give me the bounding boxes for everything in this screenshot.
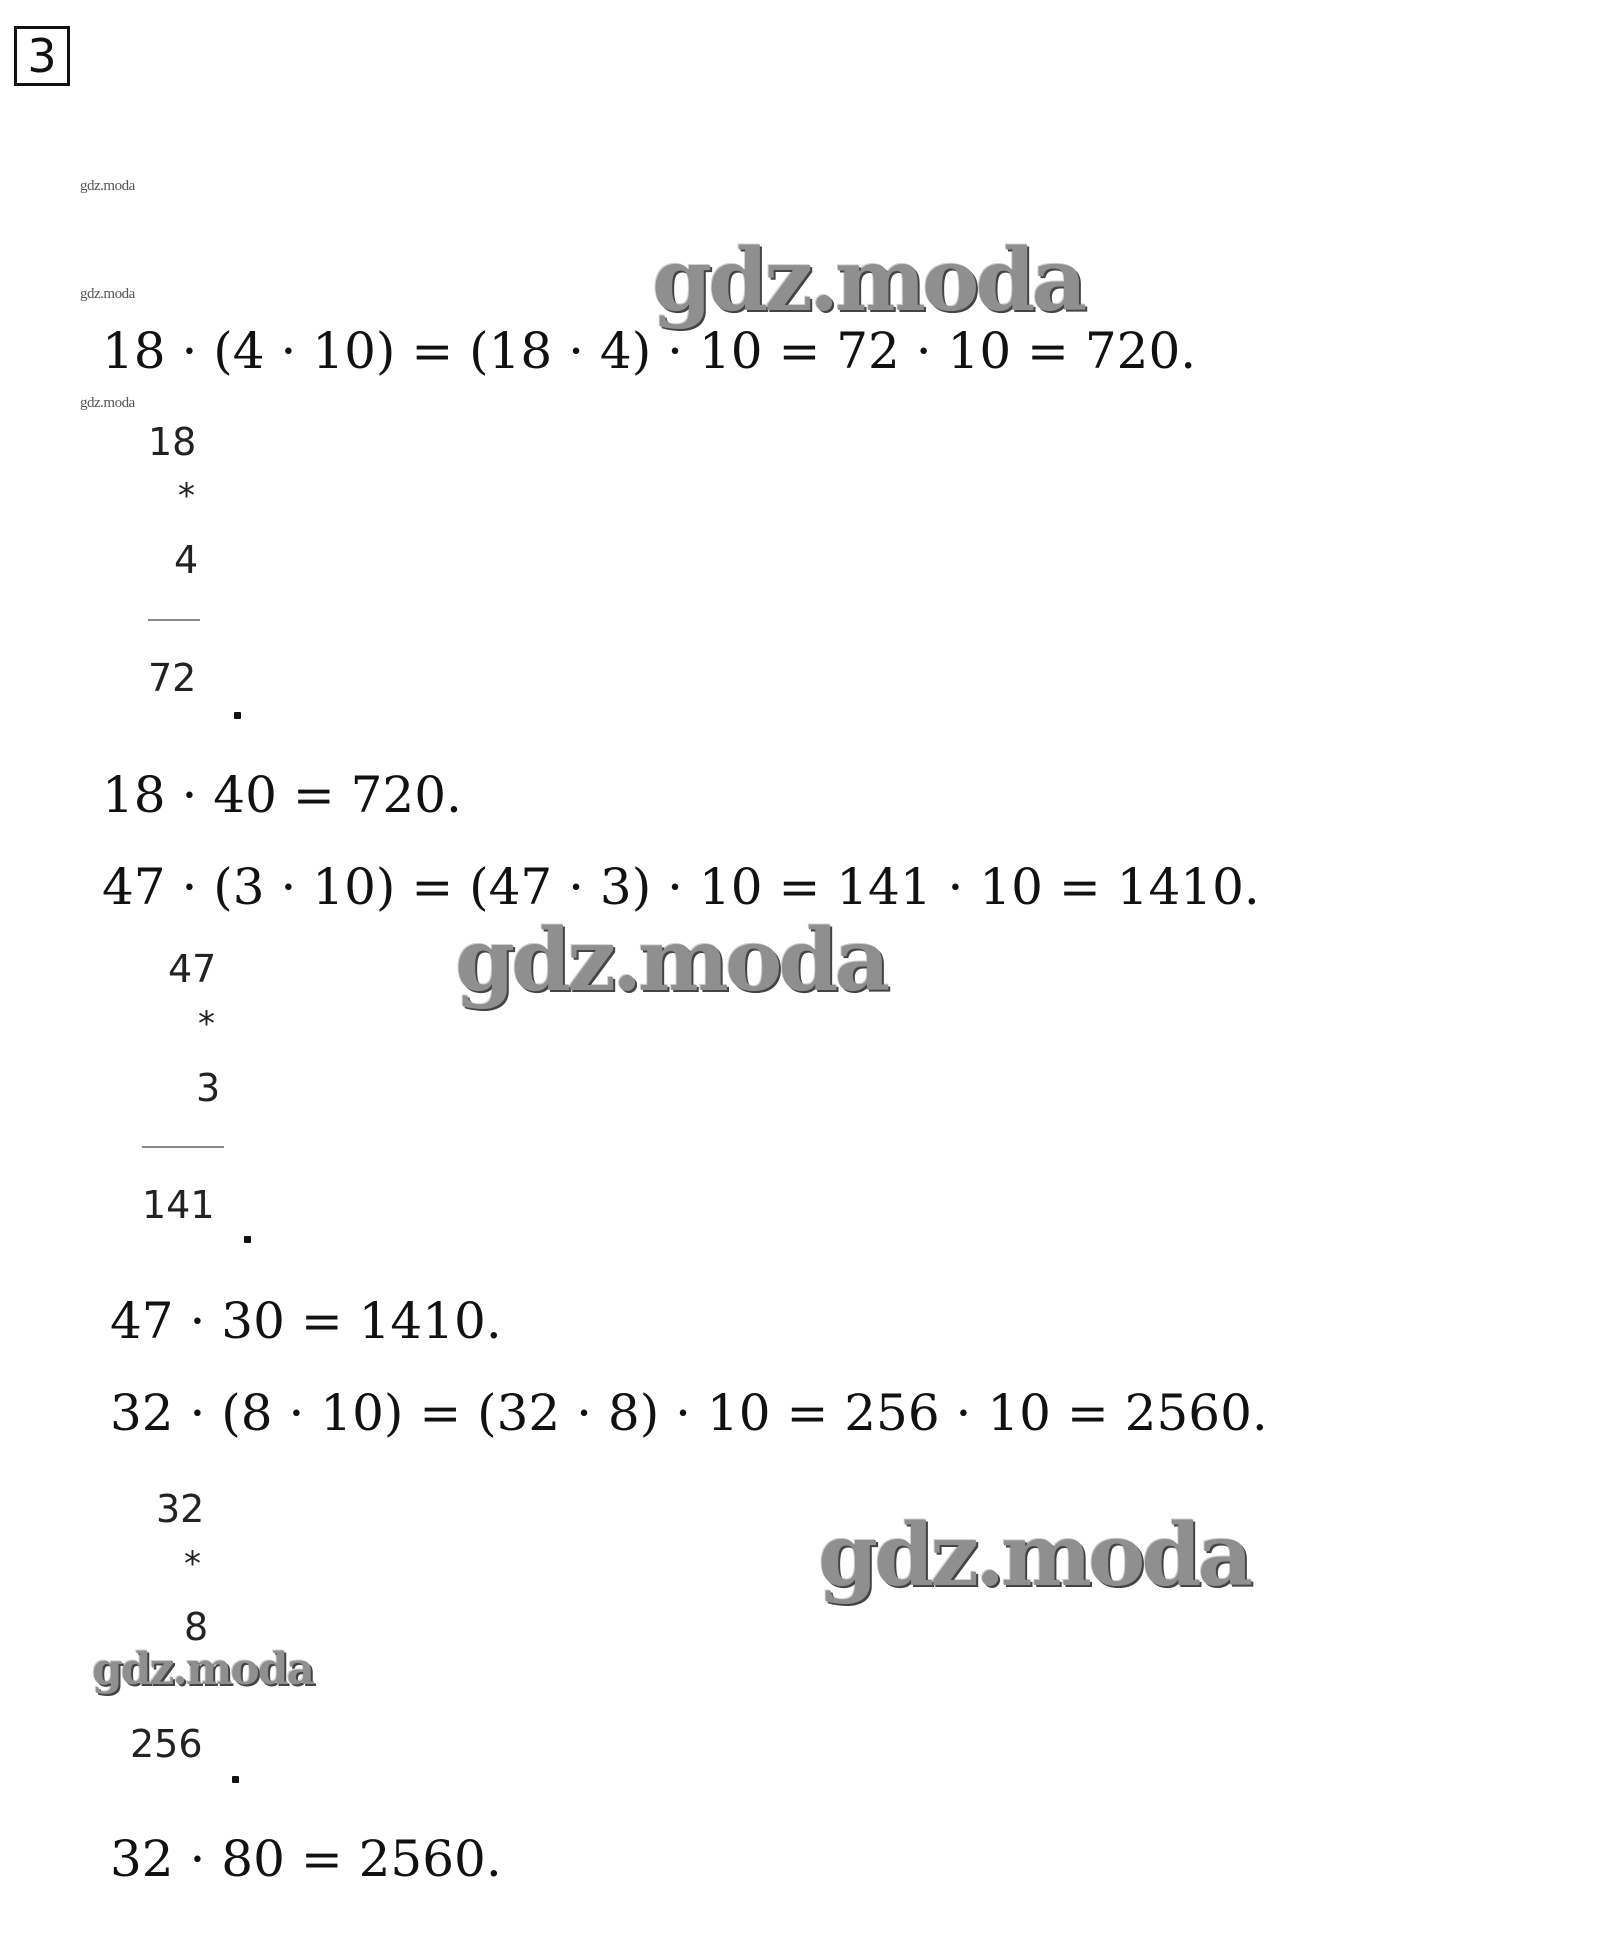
result-3: 32 · 80 = 2560. bbox=[110, 1830, 502, 1888]
task-number-box: 3 bbox=[14, 26, 70, 86]
product-2: 141 bbox=[142, 1183, 215, 1227]
watermark-large: gdz.moda bbox=[652, 230, 1084, 331]
watermark-small: gdz.moda bbox=[80, 395, 135, 411]
result-1: 18 · 40 = 720. bbox=[102, 766, 462, 824]
period-dot-3 bbox=[232, 1776, 239, 1783]
watermark-large: gdz.moda bbox=[818, 1505, 1250, 1606]
equation-1: 18 · (4 · 10) = (18 · 4) · 10 = 72 · 10 = 720. bbox=[102, 322, 1197, 380]
result-2: 47 · 30 = 1410. bbox=[110, 1292, 502, 1350]
period-dot-2 bbox=[244, 1236, 251, 1243]
column-line-1 bbox=[148, 619, 200, 621]
multiply-operator-2: * bbox=[198, 1004, 215, 1044]
multiplier-1: 4 bbox=[174, 538, 199, 582]
equation-3: 32 · (8 · 10) = (32 · 8) · 10 = 256 · 10 = 2560. bbox=[110, 1384, 1268, 1442]
watermark-large: gdz.moda bbox=[455, 910, 887, 1011]
multiplicand-2: 47 bbox=[168, 947, 217, 991]
equation-2: 47 · (3 · 10) = (47 · 3) · 10 = 141 · 10 = 1410. bbox=[102, 858, 1260, 916]
product-1: 72 bbox=[148, 656, 197, 700]
product-3: 256 bbox=[130, 1722, 203, 1766]
multiplier-3: 8 bbox=[184, 1605, 209, 1649]
watermark-small: gdz.moda bbox=[80, 286, 135, 302]
multiply-operator-3: * bbox=[184, 1544, 201, 1584]
multiplier-2: 3 bbox=[196, 1066, 221, 1110]
column-line-2 bbox=[142, 1146, 224, 1148]
period-dot-1 bbox=[234, 712, 241, 719]
multiplicand-1: 18 bbox=[148, 420, 197, 464]
watermark-medium: gdz.moda bbox=[92, 1644, 314, 1695]
multiply-operator-1: * bbox=[178, 476, 195, 516]
multiplicand-3: 32 bbox=[156, 1487, 205, 1531]
watermark-small: gdz.moda bbox=[80, 178, 135, 194]
